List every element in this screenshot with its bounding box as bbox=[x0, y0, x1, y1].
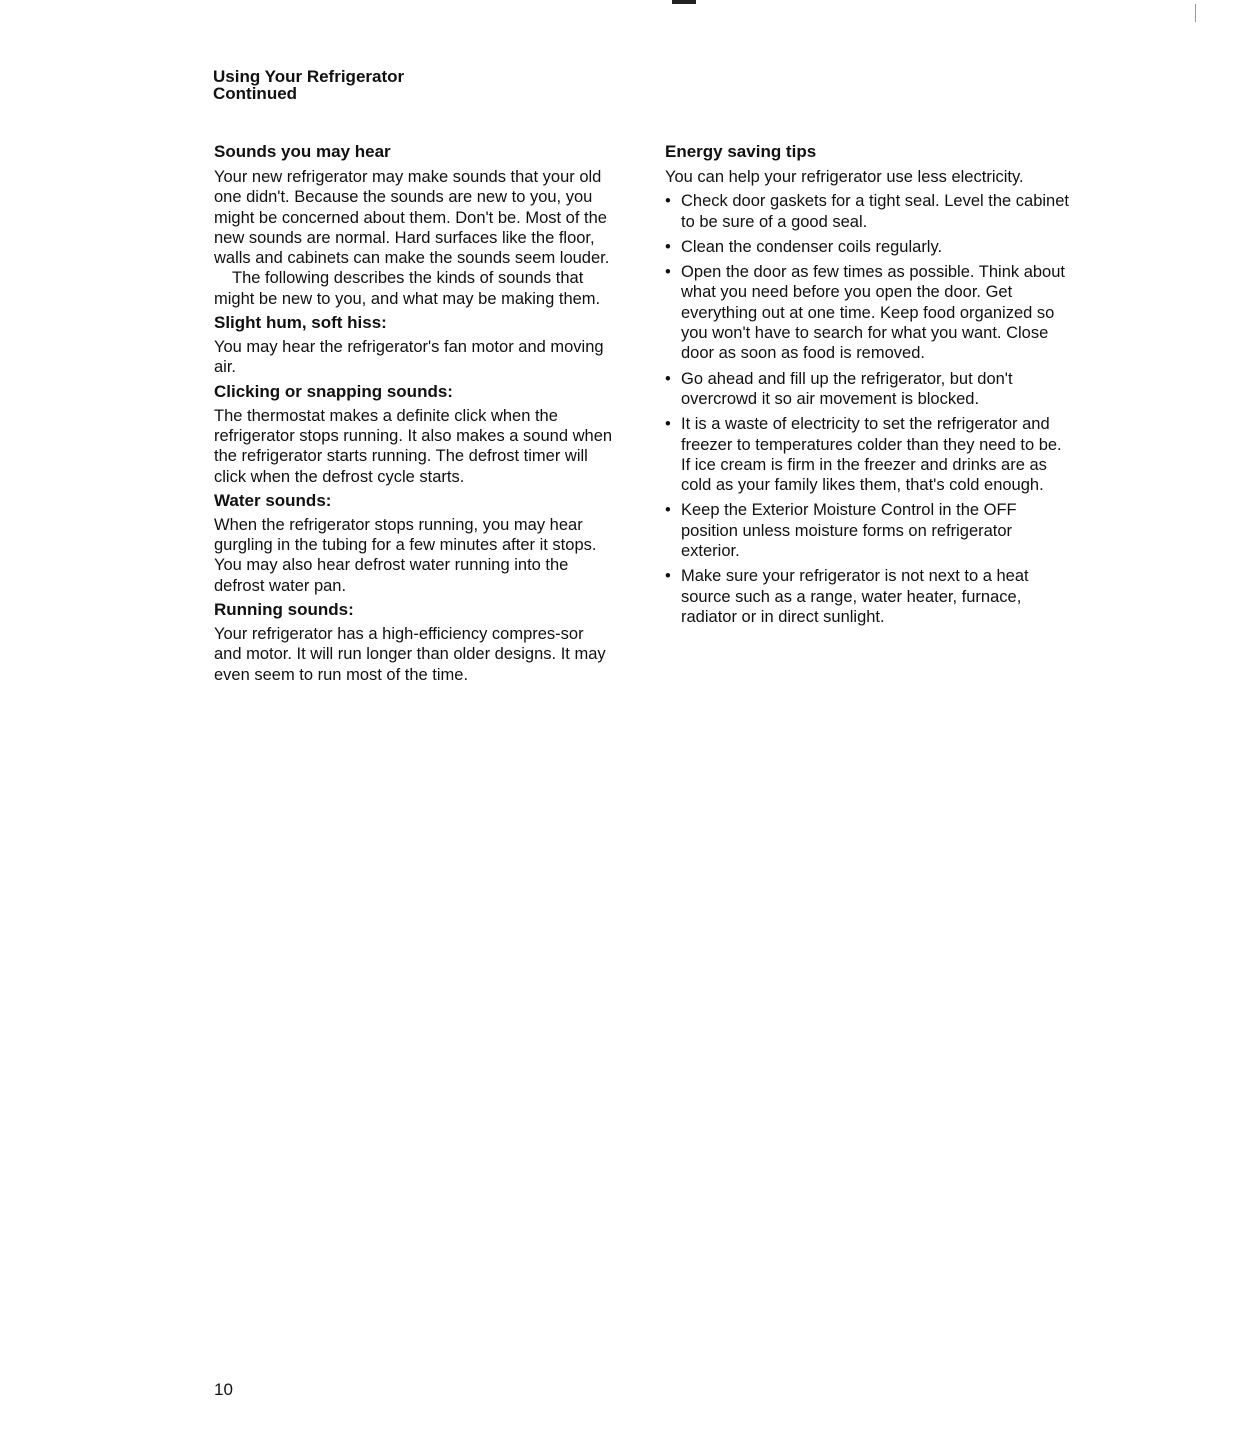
list-item: • It is a waste of electricity to set the refrigerator and freezer to temperatures colder than they need to be. If ice cream is firm in the freezer and drinks are as cold as your family likes them, that's cold enough. bbox=[665, 415, 1062, 495]
section-text: When the refrigerator stops running, you may hear gurgling in the tubing for a few minutes after it stops. You may also hear defrost water running into the defrost water pan. bbox=[214, 515, 597, 595]
bullet-icon: • bbox=[665, 192, 671, 211]
bullet-icon: • bbox=[665, 369, 671, 388]
sound-section-water bbox=[214, 490, 614, 596]
scan-mark-right bbox=[1195, 4, 1196, 22]
list-item: • Go ahead and fill up the refrigerator, but don't overcrowd it so air movement is blocked. bbox=[665, 369, 1013, 408]
section-text: You may hear the refrigerator's fan motor and moving air. bbox=[214, 338, 604, 377]
section-text: Your refrigerator has a high-efficiency compres-sor and motor. It will run longer than older designs. It may even seem to run most of the time. bbox=[214, 625, 606, 684]
list-item: • Keep the Exterior Moisture Control in the OFF position unless moisture forms on refrigerator exterior. bbox=[665, 501, 1017, 561]
page-number: 10 bbox=[214, 1380, 233, 1399]
list-item: • Clean the condenser coils regularly. bbox=[665, 237, 943, 256]
section-heading-sounds: Sounds you may hear bbox=[214, 142, 391, 161]
scan-mark-top bbox=[672, 0, 696, 4]
bullet-icon: • bbox=[665, 263, 671, 282]
sound-section-hum bbox=[214, 312, 614, 378]
bullet-icon: • bbox=[665, 415, 671, 434]
list-item: • Check door gaskets for a tight seal. Level the cabinet to be sure of a good seal. bbox=[665, 192, 1069, 231]
sound-section-running bbox=[214, 599, 614, 685]
list-item: • Open the door as few times as possible. Think about what you need before you open the door. Get everything out at one time. Keep food organized so you won't have to search for what you want. Close door as soon as food is removed. bbox=[665, 263, 1065, 363]
subheading: Clicking or snapping sounds: bbox=[214, 381, 453, 401]
list-item: • Make sure your refrigerator is not next to a heat source such as a range, water heater, furnace, radiator or in direct sunlight. bbox=[665, 567, 1029, 626]
intro-paragraph-1: Your new refrigerator may make sounds that your old one didn't. Because the sounds are new to you, you might be concerned about them. Don't be. Most of the new sounds are normal. Hard surfaces like the floor, walls and cabinets can make the sounds seem louder. bbox=[214, 168, 610, 268]
bullet-icon: • bbox=[665, 501, 671, 520]
section-heading-energy: Energy saving tips bbox=[665, 142, 817, 161]
bullet-icon: • bbox=[665, 237, 671, 256]
section-text: The thermostat makes a definite click when the refrigerator stops running. It also makes a sound when the refrigerator starts running. The defrost timer will click when the defrost cycle starts. bbox=[214, 406, 613, 486]
sound-section-clicking bbox=[214, 381, 614, 487]
left-column bbox=[214, 141, 614, 687]
subheading: Water sounds: bbox=[214, 490, 332, 510]
energy-intro: You can help your refrigerator use less electricity. bbox=[665, 168, 1024, 186]
right-column bbox=[665, 141, 1075, 632]
page-title: Using Your Refrigerator bbox=[213, 67, 405, 86]
bullet-icon: • bbox=[665, 567, 671, 586]
subheading: Slight hum, soft hiss: bbox=[214, 313, 387, 333]
subheading: Running sounds: bbox=[214, 600, 354, 620]
page-subtitle: Continued bbox=[213, 84, 298, 103]
energy-tips-list bbox=[665, 191, 1075, 627]
page-header bbox=[213, 68, 713, 102]
intro-paragraph-2: The following describes the kinds of sounds that might be new to you, and what may be making them. bbox=[214, 269, 601, 308]
